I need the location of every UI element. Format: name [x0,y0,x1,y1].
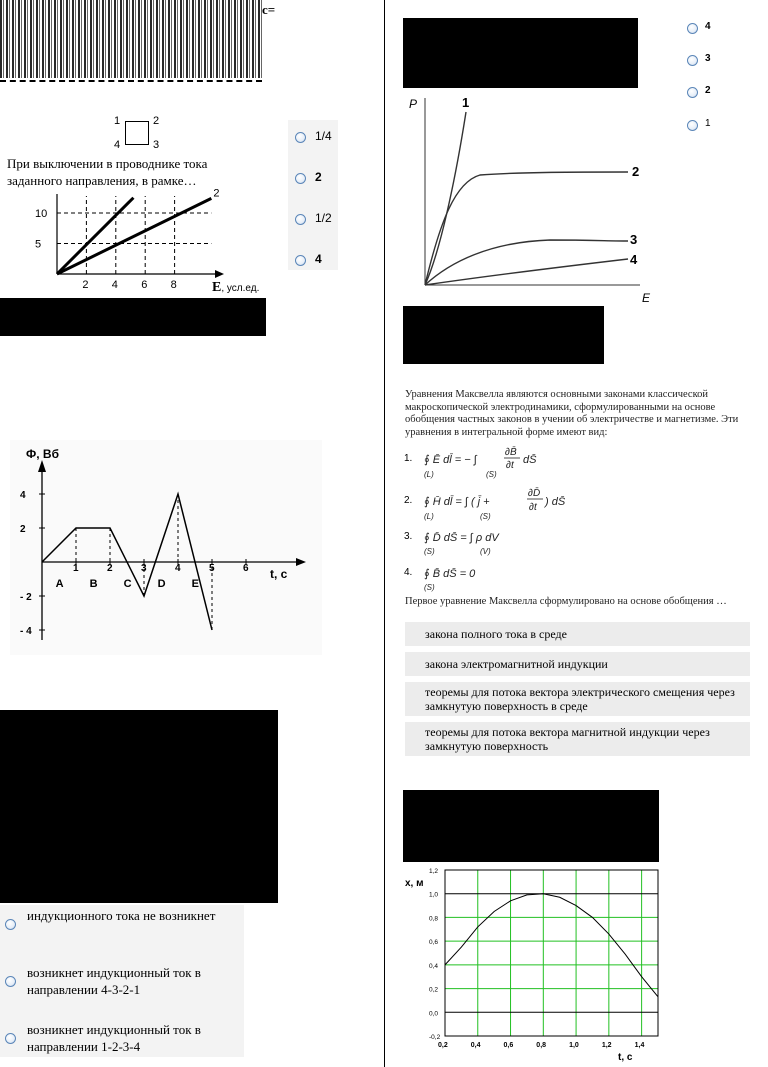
flux-x-tick-label-6: 6 [243,563,249,574]
svg-text:(S): (S) [424,547,435,556]
y-tick-label-0,4: 0,4 [429,962,439,970]
svg-text:(S): (S) [424,583,435,592]
eq-num-1: 1. [404,453,413,464]
svg-text:(L): (L) [424,512,434,521]
rt-option-2-label: 2 [705,85,711,96]
series-line-1 [57,198,133,274]
y-tick-label-1,2: 1,2 [429,868,439,875]
x-axis-label: E, усл.ед. [212,280,260,295]
induction-option-0-radio[interactable] [5,919,16,930]
y-tick-label-10: 10 [35,208,48,220]
column-divider [384,0,385,1067]
flux-segment-A: A [55,578,64,590]
x-tick-label-4: 4 [111,279,118,291]
x-tick-label-0,8: 0,8 [536,1042,547,1049]
eq-num-4: 4. [404,567,413,578]
series-line-2 [57,198,211,274]
maxwell-equations [402,443,602,593]
maxwell-option-1[interactable] [405,652,750,676]
svg-text:∂t: ∂t [529,502,537,513]
y-tick-label-0,6: 0,6 [429,939,439,947]
induction-option-0-label: индукционного тока не возникнет [27,908,216,923]
x-tick-label-8: 8 [170,279,177,291]
maxwell-question: Первое уравнение Максвелла сформулировано на основе обобщения … [405,596,727,607]
pe-curve-label-4: 4 [630,252,638,267]
flux-y-arrow [38,460,46,472]
svg-text:∂B̄: ∂B̄ [505,447,517,458]
frame-corner-4: 4 [114,139,121,151]
svg-text:∮ H̄ dl̄ = ∫ ( j̄ +: ∮ H̄ dl̄ = ∫ ( j̄ + [424,496,490,508]
maxwell-option-0-label: закона полного тока в среде [425,627,567,641]
flux-x-tick-label-1: 1 [73,563,79,574]
frame-corner-1: 1 [114,115,121,127]
square-frame [125,121,149,145]
redacted-block-2 [0,710,278,903]
induction-option-1-label: возникнет индукционный ток в направлении 4-3-2-1 [27,965,201,997]
x-plot-frame [445,870,658,1036]
flux-segment-B: B [89,578,98,590]
rt-option-2-radio[interactable] [687,87,698,98]
y-tick-label-0,2: 0,2 [429,986,439,994]
y-tick-label-5: 5 [35,238,42,251]
flux-x-label: t, с [270,567,288,581]
chart-lines [0,188,270,298]
svg-text:(S): (S) [486,470,497,479]
q1-option-0-radio[interactable] [295,132,306,143]
x-tick-label-0,6: 0,6 [503,1042,514,1049]
svg-text:dS̄: dS̄ [523,454,537,466]
svg-text:) dS̄: ) dS̄ [545,496,566,508]
pe-x-label: E [642,291,651,305]
svg-text:(V): (V) [480,547,491,556]
flux-y-label: Ф, Вб [26,447,59,461]
rt-option-1-label: 3 [705,53,711,64]
flux-segment-D: D [157,578,166,590]
q1-option-3-label: 4 [315,252,322,266]
flux-segment-E: E [191,578,199,590]
pe-y-label: P [409,97,418,111]
header-corner-text: с= [262,2,276,17]
q1-option-0-label: 1/4 [315,129,332,143]
flux-x-arrow [296,558,306,566]
induction-option-1-radio[interactable] [5,976,16,987]
pe-curve-label-3: 3 [630,232,638,247]
chart-flux [10,440,322,655]
svg-text:∮ Ē dl̄ = − ∫: ∮ Ē dl̄ = − ∫ [424,454,477,466]
flux-x-tick-label-2: 2 [107,563,113,574]
maxwell-intro: Уравнения Максвелла являются основными законами классической макроскопической электродинамики, сформулированными на основе обобщения частных законов в учении об электричестве и магнетизме. Эти уравнения в интегральной форме имеют вид: [405,389,739,438]
flux-x-tick-label-4: 4 [175,563,181,574]
x-chart-x-label: t, с [618,1052,633,1063]
redacted-block-1 [0,298,266,336]
q1-option-2-label: 1/2 [315,211,332,225]
svg-text:∮ D̄ dS̄ = ∫ ρ dV: ∮ D̄ dS̄ = ∫ ρ dV [424,532,499,544]
flux-segment-C: C [123,578,132,590]
series-label-2: 2 [213,188,220,200]
x-tick-label-6: 6 [141,279,148,291]
frame-corner-3: 3 [153,139,160,151]
q1-question-text: При выключении в проводнике тока заданного направления, в рамке… [7,156,208,188]
svg-text:(S): (S) [480,512,491,521]
pe-curve-2 [425,172,628,285]
y-tick-label-1,0: 1,0 [429,891,439,899]
chart-x [400,864,662,1064]
x-tick-label-0,4: 0,4 [470,1042,481,1049]
x-tick-label-1,0: 1,0 [569,1042,579,1049]
redacted-block-3 [403,18,638,88]
maxwell-option-2-label: теоремы для потока вектора электрического смещения через замкнутую поверхность в среде [425,685,735,713]
x-axis-arrow [215,270,224,278]
maxwell-option-0[interactable] [405,622,750,646]
rt-option-3-radio[interactable] [687,120,698,131]
induction-option-2-radio[interactable] [5,1033,16,1044]
flux-y-tick-label: - 4 [20,626,32,637]
flux-y-tick-label: 2 [20,524,26,535]
eq-num-2: 2. [404,495,413,506]
maxwell-option-3[interactable] [405,722,750,756]
svg-text:∮ B̄ dS̄ = 0: ∮ B̄ dS̄ = 0 [424,568,476,580]
maxwell-option-3-label: теоремы для потока вектора магнитной индукции через замкнутую поверхность [425,725,710,753]
q1-option-2-radio[interactable] [295,214,306,225]
svg-text:∂D̄: ∂D̄ [528,488,541,499]
x-tick-label-2: 2 [82,279,89,291]
x-tick-label-1,4: 1,4 [634,1042,645,1049]
q1-option-3-radio[interactable] [295,255,306,266]
y-tick-label-0,0: 0,0 [429,1010,439,1018]
pe-curve-label-1: 1 [462,95,470,110]
x-series-curve [445,894,658,997]
flux-x-tick-label-3: 3 [141,563,147,574]
y-tick-label--0,2: -0,2 [429,1034,441,1041]
rt-option-1-radio[interactable] [687,55,698,66]
chart-pe [400,92,660,307]
x-tick-label-1,2: 1,2 [601,1042,612,1049]
eq-num-3: 3. [404,531,413,542]
rt-option-0-radio[interactable] [687,23,698,34]
redacted-block-5 [403,790,659,862]
q1-option-1-radio[interactable] [295,173,306,184]
pe-curve-label-2: 2 [632,164,640,179]
x-tick-label-0,2: 0,2 [438,1042,448,1049]
rt-option-0-label: 4 [705,21,711,32]
maxwell-option-1-label: закона электромагнитной индукции [425,657,608,671]
redacted-block-4 [403,306,604,364]
flux-y-tick-label: - 2 [20,592,32,603]
svg-text:∂t: ∂t [506,460,514,471]
scanned-header-noise [0,0,262,78]
maxwell-option-2[interactable] [405,682,750,716]
x-chart-y-label: x, м [405,878,424,889]
svg-text:(L): (L) [424,470,434,479]
induction-option-2-label: возникнет индукционный ток в направлении 1-2-3-4 [27,1022,201,1054]
y-tick-label-0,8: 0,8 [429,915,439,923]
header-dashed-rule [0,80,262,82]
flux-x-tick-label-5: 5 [209,563,215,574]
q1-option-1-label: 2 [315,170,322,184]
rt-option-3-label: 1 [705,118,711,129]
flux-y-tick-label: 4 [20,490,26,501]
frame-corner-2: 2 [153,115,160,127]
